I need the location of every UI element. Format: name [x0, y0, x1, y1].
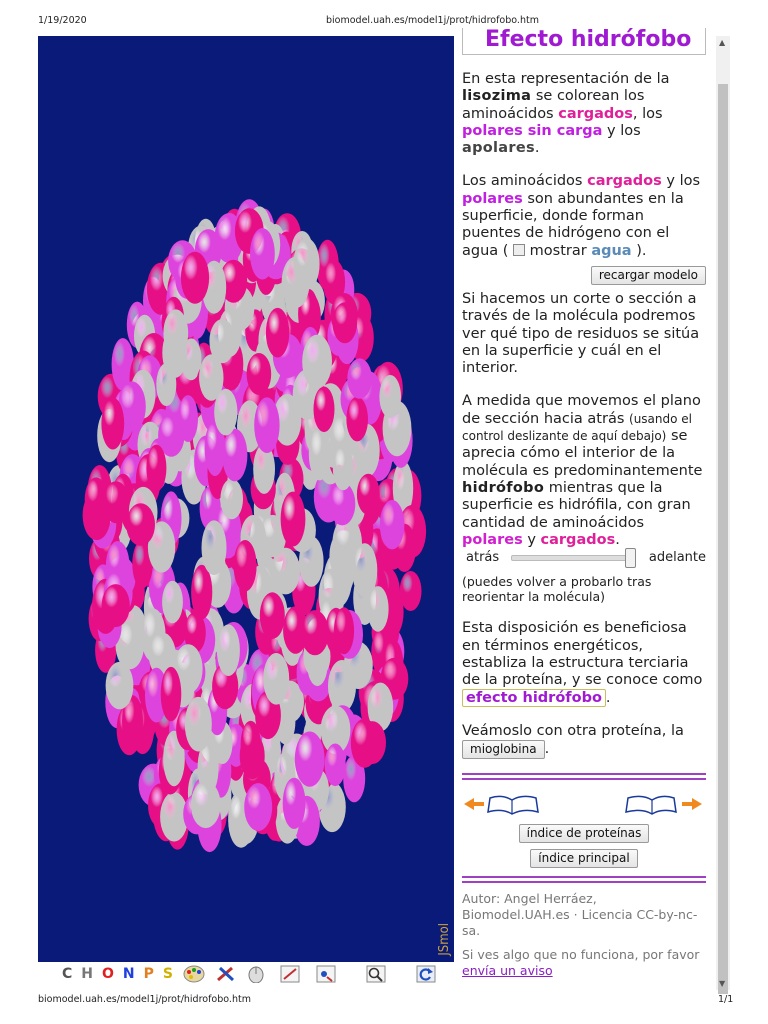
- atom-sphere: [102, 584, 130, 627]
- atom-sphere: [214, 389, 237, 436]
- myoglobin-paragraph: Veámoslo con otra proteína, la mioglobina .: [462, 722, 684, 758]
- atom-sphere: [254, 397, 279, 453]
- show-water-checkbox[interactable]: [513, 244, 525, 256]
- intro-paragraph: En esta representación de la lisozima se colorean los aminoácidos cargados, los polares sin carga y los apolares.: [462, 71, 670, 157]
- atom-sphere: [283, 778, 306, 829]
- atom-sphere: [103, 481, 129, 523]
- atom-sphere: [352, 543, 377, 597]
- atom-sphere: [309, 427, 331, 481]
- palette-icon[interactable]: [182, 965, 206, 983]
- atom-sphere: [347, 358, 372, 398]
- scroll-down-icon[interactable]: ▼: [719, 979, 726, 988]
- atom-sphere: [191, 781, 221, 828]
- atom-sphere: [191, 565, 212, 620]
- atom-sphere: [260, 592, 285, 639]
- atom-sphere: [220, 479, 243, 520]
- vertical-scrollbar[interactable]: [716, 36, 730, 990]
- jsmol-toolbar: [62, 962, 444, 986]
- hydrophobic-effect-link[interactable]: efecto hidrófobo: [462, 689, 606, 707]
- atom-sphere: [244, 783, 272, 831]
- print-date: 1/19/2020: [38, 15, 87, 26]
- slider-thumb[interactable]: [625, 548, 636, 568]
- author-credit: Autor: Angel Herráez, Biomodel.UAH.es · Licencia CC-by-nc-sa.: [462, 891, 698, 939]
- atom-sphere: [163, 309, 188, 356]
- slider-label-forward: adelante: [648, 550, 706, 566]
- element-color-p[interactable]: P: [143, 966, 154, 982]
- element-color-h[interactable]: H: [81, 966, 93, 982]
- print-url: biomodel.uah.es/model1j/prot/hidrofobo.htm: [326, 15, 539, 26]
- molecule-viewer[interactable]: [38, 36, 454, 962]
- tools-icon[interactable]: [214, 965, 238, 983]
- atom-sphere: [106, 662, 134, 709]
- atom-sphere: [400, 571, 422, 611]
- slider-explanation: A medida que movemos el plano de sección hacia atrás (usando el control deslizante de aquí debajo) se aprecia cómo el interior de la molécula es predominantemente hidrófobo mientras que la superficie es hidrófila, con gran cantidad de aminoácidos polares y cargados.: [462, 393, 703, 548]
- atom-sphere: [325, 744, 346, 787]
- myoglobin-button[interactable]: mioglobina: [462, 740, 545, 759]
- atom-sphere: [266, 308, 289, 358]
- hydrophobic-paragraph: Esta disposición es beneficiosa en términos energéticos, establiza la estructura terciaria de la proteína, y se conoce como efecto hidrófobo .: [462, 620, 703, 706]
- lysozyme-spacefill-model: [38, 36, 454, 962]
- report-text: Si ves algo que no funciona, por favor envía un aviso: [462, 947, 700, 979]
- atom-sphere: [301, 610, 329, 655]
- nav-arrows: [462, 790, 706, 820]
- atom-sphere: [379, 375, 401, 418]
- retry-note: (puedes volver a probarlo tras reorientar la molécula): [462, 574, 652, 605]
- refresh-icon[interactable]: [416, 965, 436, 983]
- atom-sphere: [333, 302, 358, 343]
- reload-model-button[interactable]: recargar modelo: [591, 266, 706, 285]
- forward-book-icon[interactable]: [624, 792, 704, 816]
- protein-index-button[interactable]: índice de proteínas: [519, 824, 650, 843]
- atom-sphere: [351, 719, 379, 768]
- mouse-icon[interactable]: [246, 965, 266, 983]
- atom-sphere: [247, 353, 272, 395]
- atom-sphere: [101, 398, 124, 450]
- scroll-up-icon[interactable]: ▲: [719, 38, 726, 47]
- atom-sphere: [126, 503, 155, 546]
- surface-paragraph: Los aminoácidos cargados y los polares son abundantes en la superficie, donde forman puentes de hidrógeno con el agua ( mostrar agua ).: [462, 173, 701, 259]
- element-color-s[interactable]: S: [162, 966, 173, 982]
- measure-icon[interactable]: [280, 965, 300, 983]
- atom-sphere: [334, 607, 354, 654]
- atom-sphere: [293, 238, 319, 290]
- atom-sphere: [217, 624, 240, 676]
- page-title: Efecto hidrófobo: [462, 28, 706, 55]
- atom-sphere: [222, 429, 247, 482]
- atom-sphere: [146, 445, 166, 492]
- slider-label-back: atrás: [466, 550, 500, 566]
- atom-sphere: [380, 500, 405, 549]
- print-url-bottom: biomodel.uah.es/model1j/prot/hidrofobo.htm: [38, 994, 251, 1005]
- atom-sphere: [162, 581, 183, 624]
- atom-sphere: [181, 252, 209, 304]
- atom-sphere: [250, 228, 275, 279]
- section-slider[interactable]: [511, 555, 635, 561]
- element-color-o[interactable]: O: [102, 966, 114, 982]
- element-color-n[interactable]: N: [122, 966, 135, 982]
- atom-sphere: [234, 540, 257, 591]
- settings-icon[interactable]: [316, 965, 336, 983]
- jsmol-logo: JSmol: [437, 923, 452, 956]
- atom-sphere: [202, 520, 227, 575]
- section-slider-row: [466, 549, 706, 566]
- atom-sphere: [295, 732, 325, 787]
- atom-sphere: [161, 667, 182, 721]
- back-book-icon[interactable]: [462, 792, 542, 816]
- print-page-number: 1/1: [718, 994, 734, 1005]
- atom-sphere: [263, 653, 289, 705]
- atom-sphere: [209, 319, 235, 363]
- atom-sphere: [185, 697, 212, 752]
- section-paragraph: Si hacemos un corte o sección a través de la molécula podremos ver qué tipo de residuos se sitúa en la superficie y cuál en el interior.: [462, 290, 700, 377]
- element-color-c[interactable]: C: [62, 966, 73, 982]
- atom-sphere: [346, 397, 368, 442]
- report-link[interactable]: envía un aviso: [462, 963, 553, 979]
- atom-sphere: [281, 492, 306, 547]
- atom-sphere: [302, 335, 332, 389]
- info-panel: [462, 28, 706, 979]
- atom-sphere: [357, 474, 380, 515]
- atom-sphere: [333, 446, 354, 491]
- scrollbar-thumb[interactable]: [718, 84, 728, 994]
- atom-sphere: [314, 387, 335, 433]
- main-index-button[interactable]: índice principal: [530, 849, 637, 868]
- zoom-icon[interactable]: [366, 965, 386, 983]
